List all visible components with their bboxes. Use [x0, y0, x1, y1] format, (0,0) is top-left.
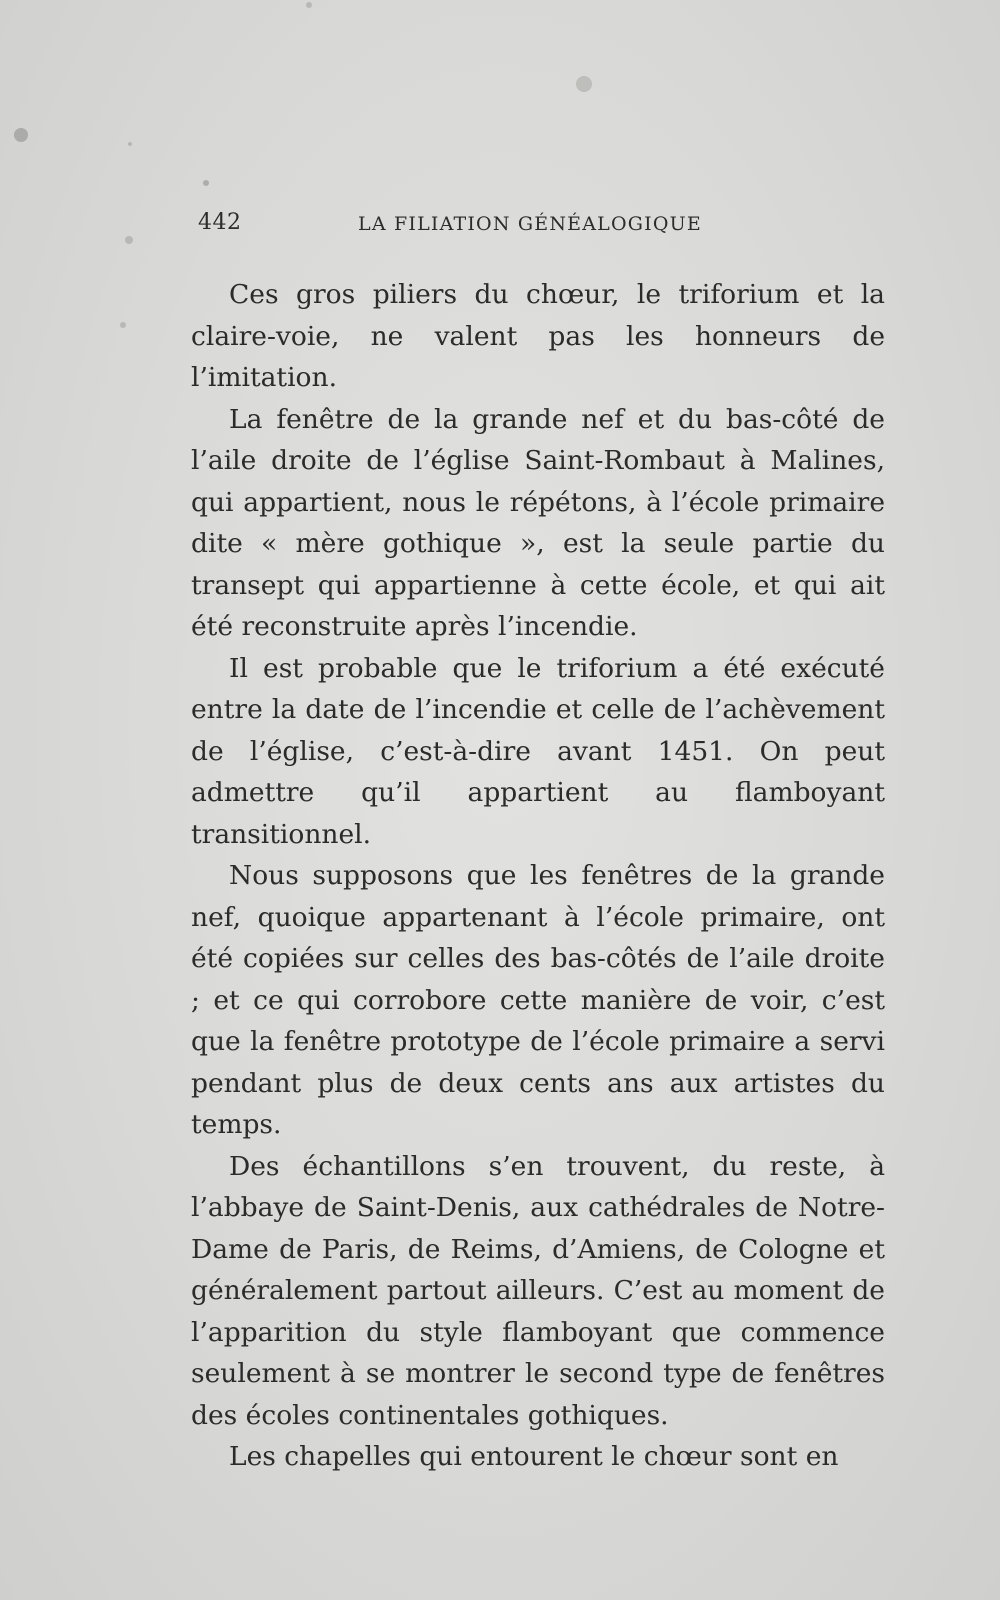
- paragraph: Les chapelles qui entourent le chœur sont en: [229, 1441, 839, 1472]
- paragraph: Il est probable que le triforium a été exécuté entre la date de l’incendie et celle de l’achèvement de l’église, c’est-à-dire avant 1451. On peut admettre qu’il appartient au flamboyant transitionnel.: [191, 652, 885, 850]
- paragraph: Ces gros piliers du chœur, le triforium et la claire-voie, ne valent pas les honneurs de l’imitation.: [191, 279, 885, 393]
- paper-speck: [576, 76, 592, 92]
- paragraph: Des échantillons s’en trouvent, du reste, à l’abbaye de Saint-Denis, aux cathédrales de Notre-Dame de Paris, de Reims, d’Amiens, de Cologne et généralement partout ailleurs. C’est au moment de l’apparition du style flamboyant que commence seulement à se montrer le second type de fenêtres des écoles continentales gothiques.: [191, 1150, 885, 1431]
- paragraph: La fenêtre de la grande nef et du bas-côté de l’aile droite de l’église Saint-Rombaut à Malines, qui appartient, nous le répétons, à l’école primaire dite « mère gothique », est la seule partie du transept qui appartienne à cette école, et qui ait été reconstruite après l’incendie.: [191, 403, 885, 642]
- paper-speck: [203, 180, 209, 186]
- paragraph: Nous supposons que les fenêtres de la grande nef, quoique appartenant à l’école primaire, ont été copiées sur celles des bas-côtés de l’aile droite ; et ce qui corrobore cette manière de voir, c’est que la fenêtre prototype de l’école primaire a servi pendant plus de deux cents ans aux artistes du temps.: [191, 860, 885, 1140]
- running-title: LA FILIATION GÉNÉALOGIQUE: [358, 213, 702, 235]
- paper-speck: [306, 2, 312, 8]
- page-number: 442: [198, 210, 242, 235]
- paper-speck: [14, 128, 28, 142]
- paper-speck: [125, 236, 133, 244]
- paper-speck: [120, 322, 126, 328]
- running-header: [198, 210, 888, 246]
- body-text: [191, 274, 885, 1478]
- paper-speck: [128, 142, 132, 146]
